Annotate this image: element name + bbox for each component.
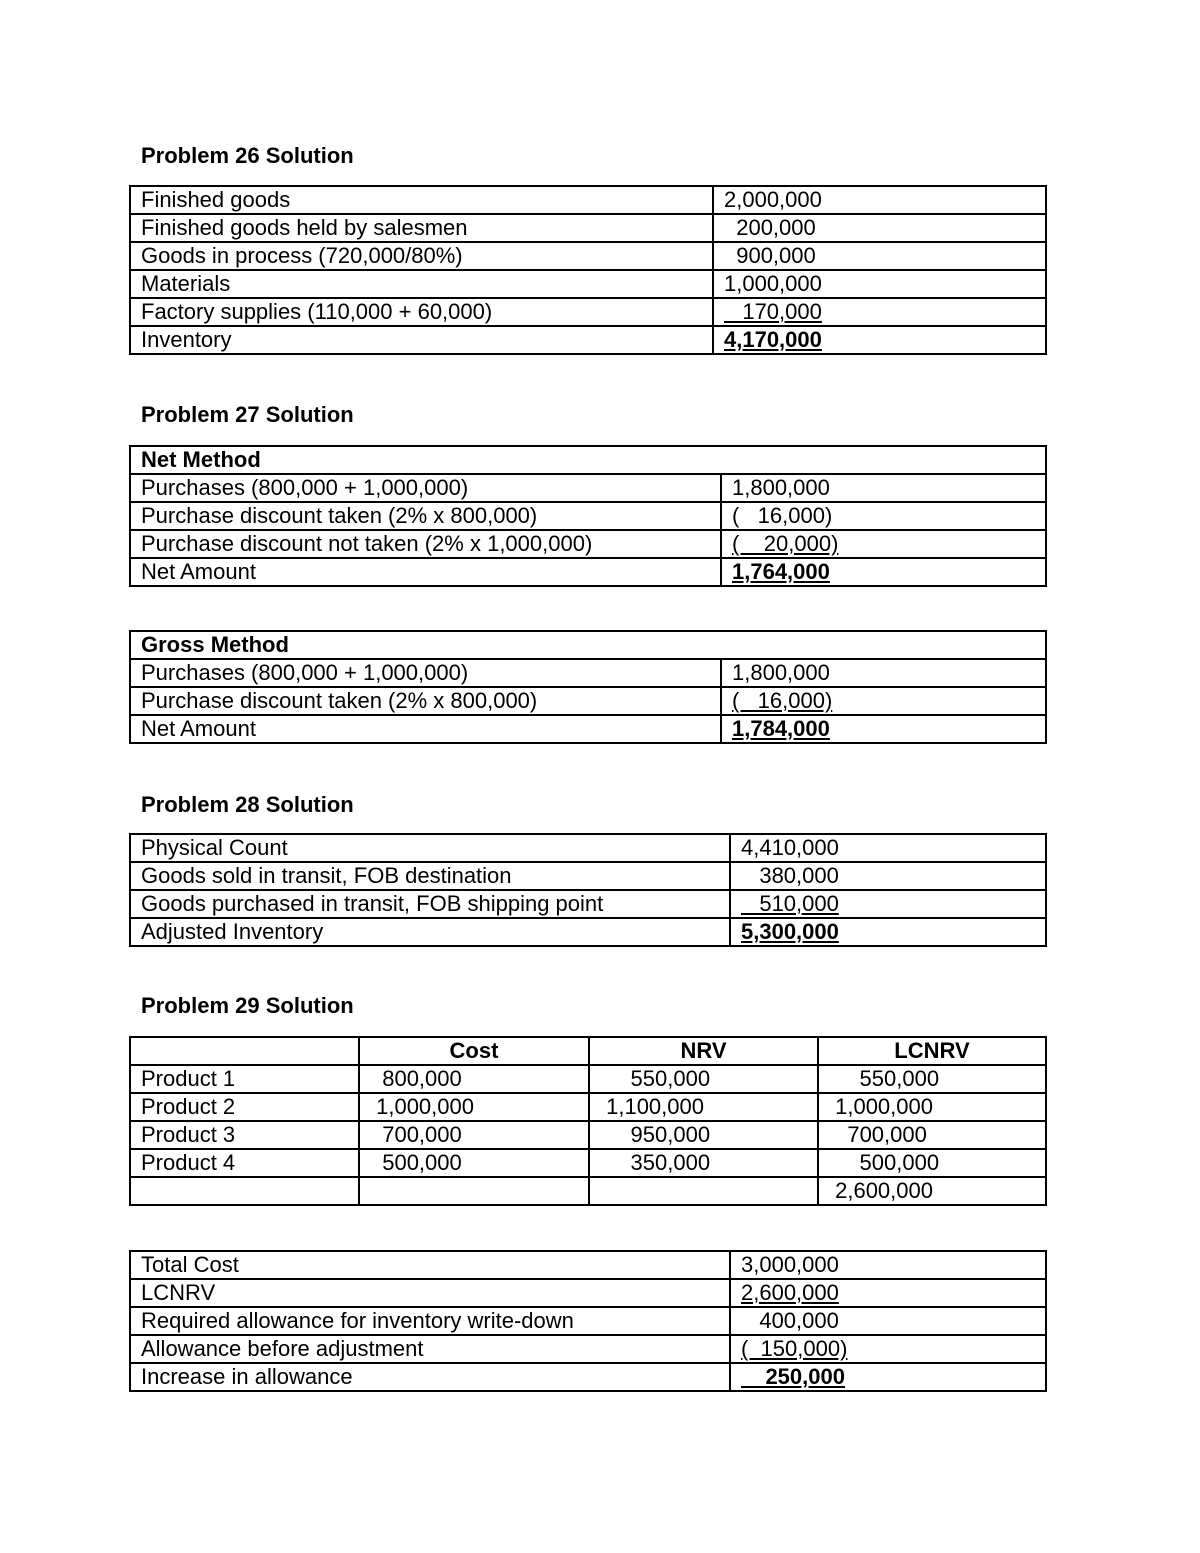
row-label: Purchase discount taken (2% x 800,000) — [130, 687, 721, 715]
table-header-row — [130, 631, 1046, 659]
cost-value: 500,000 — [359, 1149, 589, 1177]
row-value: 1,800,000 — [721, 659, 1046, 687]
column-header-nrv: NRV — [589, 1037, 818, 1065]
table-row — [130, 918, 1046, 946]
problem-29-title: Problem 29 Solution — [141, 993, 354, 1018]
cost-value: 800,000 — [359, 1065, 589, 1093]
table-row — [130, 890, 1046, 918]
row-label: Goods in process (720,000/80%) — [130, 242, 713, 270]
nrv-value: 350,000 — [589, 1149, 818, 1177]
product-label: Product 3 — [130, 1121, 359, 1149]
row-label: Purchase discount taken (2% x 800,000) — [130, 502, 721, 530]
table-row — [130, 1279, 1046, 1307]
row-value: ( 16,000) — [721, 502, 1046, 530]
row-label: Materials — [130, 270, 713, 298]
empty-cell — [359, 1177, 589, 1205]
row-value: 4,410,000 — [730, 834, 1046, 862]
table-row — [130, 530, 1046, 558]
row-value: 400,000 — [730, 1307, 1046, 1335]
lcnrv-total: 2,600,000 — [818, 1177, 1046, 1205]
nrv-value: 550,000 — [589, 1065, 818, 1093]
row-value: ( 150,000) — [741, 1336, 848, 1361]
row-value: 2,600,000 — [741, 1280, 839, 1305]
table-row — [130, 242, 1046, 270]
row-label: Purchases (800,000 + 1,000,000) — [130, 659, 721, 687]
table-row — [130, 326, 1046, 354]
column-header-lcnrv: LCNRV — [818, 1037, 1046, 1065]
row-label: LCNRV — [130, 1279, 730, 1307]
row-label: Increase in allowance — [130, 1363, 730, 1391]
row-label: Finished goods — [130, 186, 713, 214]
row-label: Purchases (800,000 + 1,000,000) — [130, 474, 721, 502]
row-value: 510,000 — [741, 891, 839, 916]
cost-value: 700,000 — [359, 1121, 589, 1149]
table-row — [130, 1335, 1046, 1363]
table-header-row — [130, 446, 1046, 474]
total-value: 5,300,000 — [741, 919, 839, 944]
lcnrv-value: 700,000 — [818, 1121, 1046, 1149]
product-label: Product 1 — [130, 1065, 359, 1093]
table-row — [130, 214, 1046, 242]
net-method-table — [129, 445, 1047, 587]
row-label: Purchase discount not taken (2% x 1,000,000) — [130, 530, 721, 558]
table-row — [130, 687, 1046, 715]
row-label: Physical Count — [130, 834, 730, 862]
problem-28-table — [129, 833, 1047, 947]
problem-28-title: Problem 28 Solution — [141, 792, 354, 817]
row-value: ( 20,000) — [732, 531, 839, 556]
empty-cell — [130, 1177, 359, 1205]
gross-method-header: Gross Method — [130, 631, 1046, 659]
table-row — [130, 298, 1046, 326]
row-value: 170,000 — [724, 299, 822, 324]
row-value: ( 16,000) — [732, 688, 833, 713]
row-label: Allowance before adjustment — [130, 1335, 730, 1363]
row-value: 1,800,000 — [721, 474, 1046, 502]
total-value: 1,764,000 — [732, 559, 830, 584]
row-label: Net Amount — [130, 715, 721, 743]
row-label: Goods sold in transit, FOB destination — [130, 862, 730, 890]
table-row — [130, 1121, 1046, 1149]
table-row — [130, 862, 1046, 890]
nrv-value: 950,000 — [589, 1121, 818, 1149]
row-value: 3,000,000 — [730, 1251, 1046, 1279]
table-row — [130, 502, 1046, 530]
row-label: Total Cost — [130, 1251, 730, 1279]
row-value: 380,000 — [730, 862, 1046, 890]
table-row — [130, 659, 1046, 687]
row-value: 900,000 — [713, 242, 1046, 270]
row-label: Goods purchased in transit, FOB shipping point — [130, 890, 730, 918]
lcnrv-value: 550,000 — [818, 1065, 1046, 1093]
column-header — [130, 1037, 359, 1065]
table-row — [130, 1251, 1046, 1279]
gross-method-table — [129, 630, 1047, 744]
table-row — [130, 270, 1046, 298]
nrv-value: 1,100,000 — [589, 1093, 818, 1121]
row-value: 1,000,000 — [713, 270, 1046, 298]
row-value: 2,000,000 — [713, 186, 1046, 214]
row-label: Finished goods held by salesmen — [130, 214, 713, 242]
total-value: 1,784,000 — [732, 716, 830, 741]
allowance-table — [129, 1250, 1047, 1392]
table-row — [130, 558, 1046, 586]
problem-27-title: Problem 27 Solution — [141, 402, 354, 427]
cost-value: 1,000,000 — [359, 1093, 589, 1121]
row-value: 200,000 — [713, 214, 1046, 242]
table-row — [130, 1149, 1046, 1177]
table-row — [130, 474, 1046, 502]
problem-26-table — [129, 185, 1047, 355]
row-label: Adjusted Inventory — [130, 918, 730, 946]
lcnrv-value: 500,000 — [818, 1149, 1046, 1177]
row-label: Required allowance for inventory write-down — [130, 1307, 730, 1335]
row-label: Net Amount — [130, 558, 721, 586]
product-label: Product 4 — [130, 1149, 359, 1177]
lcnrv-value: 1,000,000 — [818, 1093, 1046, 1121]
table-header-row — [130, 1037, 1046, 1065]
table-row — [130, 1363, 1046, 1391]
table-row — [130, 1093, 1046, 1121]
total-value: 4,170,000 — [724, 327, 822, 352]
table-row — [130, 1177, 1046, 1205]
row-label: Factory supplies (110,000 + 60,000) — [130, 298, 713, 326]
table-row — [130, 186, 1046, 214]
table-row — [130, 1065, 1046, 1093]
table-row — [130, 1307, 1046, 1335]
problem-26-title: Problem 26 Solution — [141, 143, 354, 168]
row-label: Inventory — [130, 326, 713, 354]
product-label: Product 2 — [130, 1093, 359, 1121]
column-header-cost: Cost — [359, 1037, 589, 1065]
total-value: 250,000 — [741, 1364, 845, 1389]
net-method-header: Net Method — [130, 446, 1046, 474]
empty-cell — [589, 1177, 818, 1205]
table-row — [130, 834, 1046, 862]
table-row — [130, 715, 1046, 743]
lcnrv-table — [129, 1036, 1047, 1206]
